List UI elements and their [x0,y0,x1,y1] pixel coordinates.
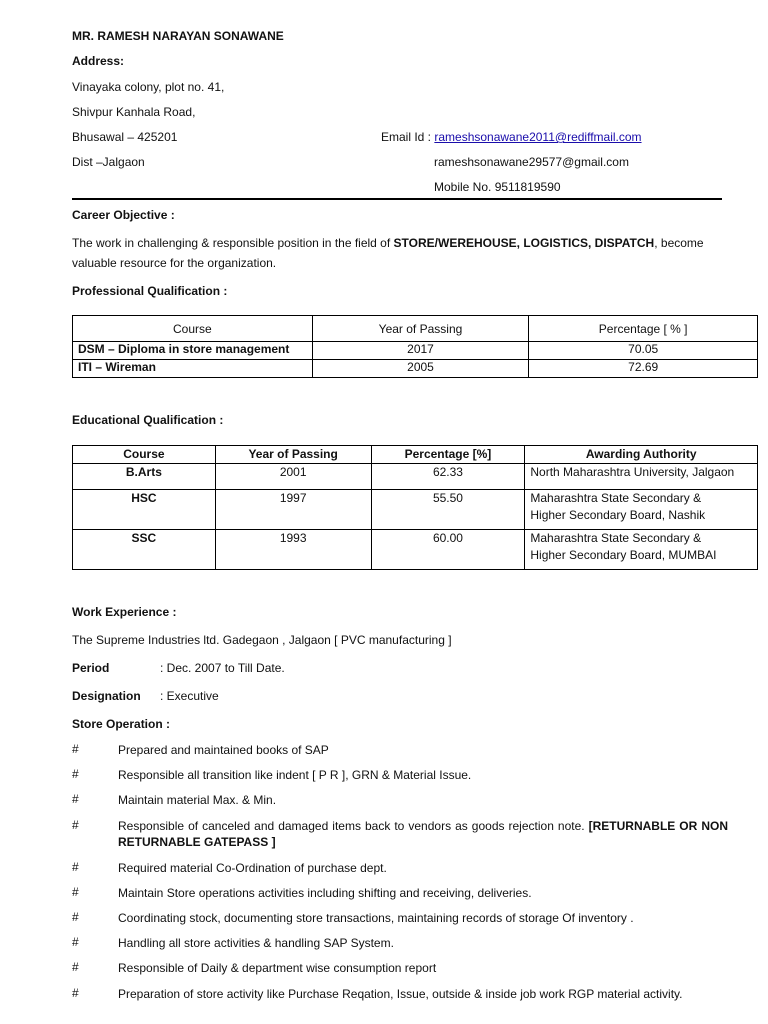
career-objective-text-line2: valuable resource for the organization. [72,256,277,270]
address-label: Address: [72,54,125,68]
percentage-cell: 62.33 [371,464,525,490]
list-item: Responsible of Daily & department wise consumption report [118,961,437,975]
table-row [73,342,758,360]
list-item: Prepared and maintained books of SAP [118,743,329,757]
column-header: Awarding Authority [525,446,758,464]
bullet-marker: # [72,860,79,874]
list-item: Maintain material Max. & Min. [118,793,277,807]
store-operation-heading: Store Operation : [72,717,171,731]
table-row [73,530,758,570]
authority-line: Maharashtra State Secondary & [530,491,702,505]
list-item: Handling all store activities & handling SAP System. [118,936,394,950]
bullet-marker: # [72,792,79,806]
work-experience-heading: Work Experience : [72,605,177,619]
address-line-4: Dist –Jalgaon [72,155,145,169]
table-header-row [73,316,758,342]
career-text-after: , become [654,236,704,250]
authority-line: Higher Secondary Board, MUMBAI [530,548,717,562]
address-line-1: Vinayaka colony, plot no. 41, [72,80,225,94]
bullet-marker: # [72,986,79,1000]
email-label: Email Id : [381,130,435,144]
bullet-marker: # [72,818,79,832]
column-header: Percentage [ % ] [529,316,758,342]
authority-cell [525,464,758,490]
percentage-cell: 72.69 [529,360,758,378]
career-objective-text [72,236,704,250]
year-cell: 1993 [215,530,371,570]
year-cell: 2005 [312,360,529,378]
bullet-marker: # [72,742,79,756]
email-secondary: rameshsonawane29577@gmail.com [434,155,629,169]
table-row [73,464,758,490]
list-item [118,818,728,850]
educational-qualification-table [72,445,758,570]
email-primary-link[interactable]: rameshsonawane2011@rediffmail.com [434,130,642,144]
educational-qualification-heading: Educational Qualification : [72,413,224,427]
table-header-row [73,446,758,464]
bullet-marker: # [72,767,79,781]
percentage-cell: 70.05 [529,342,758,360]
address-line-3: Bhusawal – 425201 [72,130,178,144]
list-item: Coordinating stock, documenting store transactions, maintaining records of storage Of inventory . [118,911,634,925]
mobile-number: Mobile No. 9511819590 [434,180,561,194]
authority-cell [525,490,758,530]
career-objective-heading: Career Objective : [72,208,175,222]
authority-cell [525,530,758,570]
course-cell: SSC [73,530,216,570]
table-row [73,490,758,530]
course-cell: B.Arts [73,464,216,490]
authority-line: Maharashtra State Secondary & [530,531,702,545]
bullet-marker: # [72,885,79,899]
percentage-cell: 60.00 [371,530,525,570]
column-header: Year of Passing [215,446,371,464]
career-text-bold: STORE/WEREHOUSE, LOGISTICS, DISPATCH [393,236,655,250]
course-cell: DSM – Diploma in store management [73,342,313,360]
period-value: : Dec. 2007 to Till Date. [160,661,285,675]
bullet-marker: # [72,960,79,974]
designation-label: Designation [72,689,141,703]
list-item-text: Responsible of canceled and damaged items back to vendors as goods rejection note. [118,819,589,833]
candidate-name: MR. RAMESH NARAYAN SONAWANE [72,29,284,43]
bullet-marker: # [72,910,79,924]
header-divider [72,198,722,200]
period-label: Period [72,661,110,675]
career-text-before: The work in challenging & responsible position in the field of [72,236,394,250]
table-row [73,360,758,378]
course-cell: ITI – Wireman [73,360,313,378]
column-header: Percentage [%] [371,446,525,464]
column-header: Course [73,446,216,464]
year-cell: 2001 [215,464,371,490]
email-row [381,130,642,144]
professional-qualification-heading: Professional Qualification : [72,284,228,298]
list-item: Maintain Store operations activities including shifting and receiving, deliveries. [118,886,532,900]
year-cell: 1997 [215,490,371,530]
list-item: Preparation of store activity like Purchase Reqation, Issue, outside & inside job work RGP material activity. [118,987,683,1001]
column-header: Course [73,316,313,342]
list-item-bold-text: [RETURNABLE OR NON RETURNABLE GATEPASS ] [118,819,729,849]
list-item: Required material Co-Ordination of purchase dept. [118,861,387,875]
percentage-cell: 55.50 [371,490,525,530]
designation-value: : Executive [160,689,219,703]
authority-line: Higher Secondary Board, Nashik [530,508,706,522]
column-header: Year of Passing [312,316,529,342]
authority-line: North Maharashtra University, Jalgaon [530,465,735,479]
bullet-marker: # [72,935,79,949]
company-name: The Supreme Industries ltd. Gadegaon , Jalgaon [ PVC manufacturing ] [72,633,452,647]
list-item: Responsible all transition like indent [ P R ], GRN & Material Issue. [118,768,472,782]
address-line-2: Shivpur Kanhala Road, [72,105,196,119]
course-cell: HSC [73,490,216,530]
year-cell: 2017 [312,342,529,360]
professional-qualification-table [72,315,758,378]
